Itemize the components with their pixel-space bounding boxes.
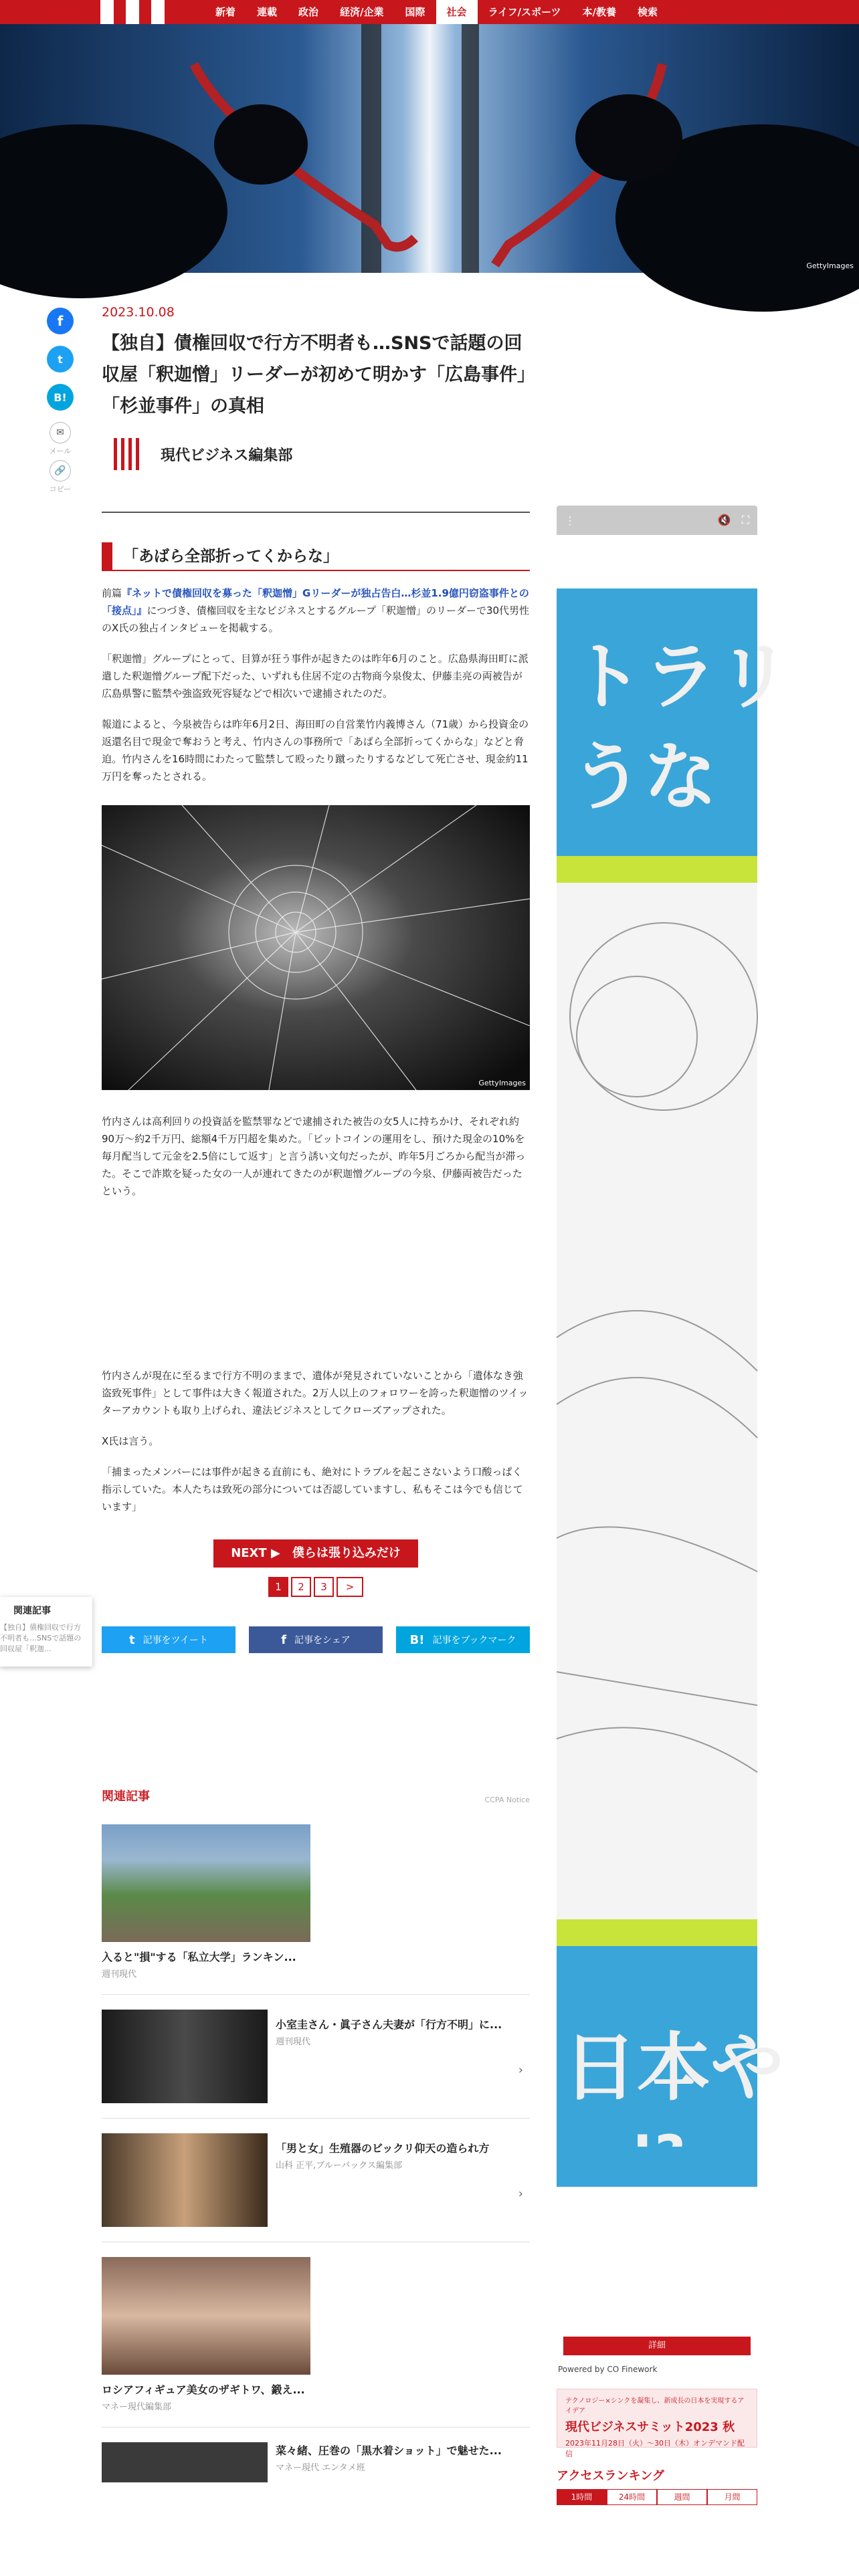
figure-credit: GettyImages xyxy=(478,1079,526,1087)
lead-prefix: 前篇 xyxy=(102,587,122,599)
hatena-icon: B! xyxy=(409,1632,425,1647)
author xyxy=(102,435,530,473)
mute-icon[interactable]: 🔇 xyxy=(717,514,731,526)
related-thumbnail xyxy=(102,2010,268,2103)
lead-paragraph xyxy=(102,584,530,637)
ranking-tab-month[interactable]: 月間 xyxy=(707,2489,757,2505)
related-item[interactable] xyxy=(102,2442,530,2497)
video-player-bar xyxy=(557,506,757,535)
ranking-tab-day[interactable]: 24時間 xyxy=(607,2489,657,2505)
site-logo[interactable] xyxy=(100,0,177,24)
copy-label: コピー xyxy=(49,485,72,494)
hero-image xyxy=(0,24,859,273)
paragraph-3: 竹内さんは高利回りの投資話を監禁罪などで逮捕された被告の女5人に持ちかけ、それぞれ約90万〜約2千万円、総額4千万円超を集めた。「ビットコインの運用をし、預けた現金の10%を毎月配当して元金を2.5倍にして返す」と言う誘い文句だったが、昨年5月ごろから配当が滞った。そこで詐欺を疑った女の一人が連れてきたのが釈迦憎グループの今泉、伊藤両被告だったという。 xyxy=(102,1115,526,1197)
article xyxy=(102,305,530,2512)
summit-date: 2023年11月28日（火）〜30日（木）オンデマンド配信 xyxy=(565,2439,745,2458)
lead-suffix: につづき、債権回収を主なビジネスとするグループ「釈迦憎」のリーダーで30代男性のX氏の独占インタビューを掲載する。 xyxy=(102,605,530,634)
related-item-source: 週刊現代 xyxy=(102,1969,137,1979)
broken-glass-illustration xyxy=(102,805,530,1090)
manga-ad-illustration xyxy=(557,535,791,2321)
article-figure xyxy=(102,805,530,1090)
related-item-title: ロシアフィギュア美女のザギトワ、鍛え... xyxy=(102,2383,305,2396)
related-item-source: マネー現代 エンタメ班 xyxy=(276,2463,365,2473)
ranking-tab-week[interactable]: 週間 xyxy=(657,2489,707,2505)
powered-by: Powered by CO Finework xyxy=(558,2365,658,2374)
nav-item-politics[interactable]: 政治 xyxy=(298,6,319,18)
related-item-title: 菜々緒、圧巻の「黒水着ショット」で魅せた... xyxy=(276,2444,502,2457)
tweet-button[interactable] xyxy=(102,1626,235,1653)
related-item-title: 「男と女」生殖器のビックリ仰天の造られ方 xyxy=(276,2142,490,2155)
nav-item-life-sports[interactable]: ライフ/スポーツ xyxy=(488,6,561,18)
paragraph-6: 「捕まったメンバーには事件が起きる直前にも、絶対にトラブルを起こさないよう口酸っぱく指示していた。本人たちは致死の部分については否認していますし、私もそこは今でも信じています」 xyxy=(102,1466,523,1513)
related-thumbnail xyxy=(102,1824,310,1942)
page-3-button[interactable]: 3 xyxy=(314,1577,334,1597)
facebook-share-icon[interactable]: f xyxy=(47,308,74,334)
nav-item-books[interactable]: 本/教養 xyxy=(582,6,617,18)
next-arrow-button[interactable]: > xyxy=(337,1577,363,1597)
related-item-title: 入ると"損"する「私立大学」ランキン... xyxy=(102,1951,296,1963)
nav-item-new[interactable]: 新着 xyxy=(215,6,236,18)
nav-item-search[interactable]: 検索 xyxy=(638,6,658,18)
paragraph-4: 竹内さんが現在に至るまで行方不明のままで、遺体が発見されていないことから「遺体なき強盗致死事件」として事件は大きく報道された。2万人以上のフォロワーを誇った釈迦憎のツイッターアカウントも取り上げられ、違法ビジネスとしてクローズアップされた。 xyxy=(102,1370,529,1416)
related-item[interactable] xyxy=(102,2010,530,2119)
paragraph-2: 報道によると、今泉被告らは昨年6月2日、海田町の自営業竹内義博さん（71歳）から投資金の返還名目で現金で奪おうと考え、竹内さんの事務所で「あばら全部折ってくからな」などと脅迫。竹内さんを16時間にわたって監禁して殴ったり蹴ったりするなどして死亡させ、現金約11万円を奪ったとされる。 xyxy=(102,718,529,782)
facebook-icon: f xyxy=(281,1632,287,1647)
related-thumbnail xyxy=(102,2257,310,2375)
hatena-bookmark-button[interactable] xyxy=(396,1626,530,1653)
ccpa-notice[interactable]: CCPA Notice xyxy=(484,1796,530,1804)
hero-credit: GettyImages xyxy=(806,261,854,270)
social-share-buttons xyxy=(102,1626,530,1653)
summit-title: 現代ビジネスサミット2023 秋 xyxy=(565,2420,735,2434)
twitter-icon: t xyxy=(129,1632,135,1647)
menu-icon[interactable]: ⋮ xyxy=(565,514,575,527)
share-column xyxy=(45,308,75,494)
nav-items xyxy=(205,0,668,24)
hero-illustration xyxy=(0,24,859,273)
chevron-right-icon: › xyxy=(518,2063,523,2077)
pagination xyxy=(102,1577,530,1597)
divider xyxy=(102,512,530,513)
summit-tagline: テクノロジー×シンクを凝集し、新成長の日本を実現するアイデア xyxy=(565,2397,745,2415)
related-title: 関連記事 xyxy=(102,1790,150,1804)
floating-related-sub: 【独自】債権回収で行方不明者も…SNSで話題の回収屋「釈迦... xyxy=(0,1623,82,1653)
hatena-label: 記事をブックマーク xyxy=(432,1635,516,1646)
svg-text:トラリ: トラリ xyxy=(570,634,791,720)
next-page-button[interactable]: NEXT ▶ 僕らは張り込みだけ xyxy=(213,1539,418,1568)
page-2-button[interactable]: 2 xyxy=(291,1577,311,1597)
ad-detail-button[interactable]: 詳細 xyxy=(563,2337,751,2355)
related-item[interactable] xyxy=(102,2257,530,2428)
facebook-share-button[interactable] xyxy=(249,1626,383,1653)
related-item[interactable] xyxy=(102,1824,530,1995)
floating-related-widget[interactable] xyxy=(0,1597,92,1667)
related-item[interactable] xyxy=(102,2133,530,2242)
ranking-title: アクセスランキング xyxy=(557,2469,664,2483)
chevron-right-icon: › xyxy=(518,2187,523,2201)
related-list xyxy=(102,1824,530,2497)
related-item-source: 山科 正平,ブルーバックス編集部 xyxy=(276,2161,402,2171)
mail-label: メール xyxy=(49,447,72,455)
link-copy-icon[interactable]: 🔗 xyxy=(50,460,71,481)
nav-item-series[interactable]: 連載 xyxy=(257,6,278,18)
mail-icon[interactable]: ✉ xyxy=(50,422,71,443)
fb-label: 記事をシェア xyxy=(294,1635,351,1646)
nav-item-society[interactable]: 社会 xyxy=(436,0,478,24)
related-header xyxy=(102,1787,530,1804)
svg-text:日本や: 日本や xyxy=(563,2025,784,2111)
article-title: 【独自】債権回収で行方不明者も…SNSで話題の回収屋「釈迦憎」リーダーが初めて明かす「広島事件」「杉並事件」の真相 xyxy=(102,333,527,417)
paragraph-1: 「釈迦憎」グループにとって、目算が狂う事件が起きたのは昨年6月のこと。広島県海田町に派遣した釈迦憎グループ配下だった、いずれも住居不定の古物商今泉俊太、伊藤圭亮の両被告が広島県警に監禁や強盗致死容疑などで相次いで逮捕されたのだ。 xyxy=(102,653,529,700)
fullscreen-icon[interactable]: ⛶ xyxy=(741,514,749,526)
ad-space xyxy=(102,1200,530,1354)
author-logo xyxy=(114,438,143,470)
summit-banner[interactable] xyxy=(557,2389,757,2458)
related-item-source: マネー現代編集部 xyxy=(102,2402,172,2412)
floating-related-title: 関連記事 xyxy=(13,1606,51,1616)
twitter-share-icon[interactable]: t xyxy=(47,346,74,372)
related-item-source: 週刊現代 xyxy=(276,2037,311,2047)
ranking-tabs xyxy=(557,2489,757,2505)
previous-article-link[interactable]: 『ネットで債権回収を募った「釈迦憎」Gリーダーが独占告白…杉並1.9億円窃盗事件との「接点」』 xyxy=(102,587,529,617)
related-item-title: 小室圭さん・眞子さん夫妻が「行方不明」に... xyxy=(276,2018,502,2031)
article-date: 2023.10.08 xyxy=(102,305,175,320)
author-name[interactable]: 現代ビジネス編集部 xyxy=(161,447,293,464)
nav-item-economy[interactable]: 経済/企業 xyxy=(340,6,384,18)
page-1-button[interactable]: 1 xyxy=(268,1577,288,1597)
hatena-share-icon[interactable]: B! xyxy=(47,384,74,411)
svg-text:うな: うな xyxy=(570,734,717,820)
related-thumbnail xyxy=(102,2442,268,2482)
paragraph-5: X氏は言う。 xyxy=(102,1435,159,1447)
related-thumbnail xyxy=(102,2133,268,2227)
sidebar-advertisement[interactable] xyxy=(557,535,791,2321)
top-navigation xyxy=(0,0,859,24)
tweet-label: 記事をツイート xyxy=(142,1635,208,1646)
section-heading: 「あばら全部折ってくからな」 xyxy=(102,542,530,571)
sidebar xyxy=(557,506,791,2505)
ranking-tab-hour[interactable]: 1時間 xyxy=(557,2489,607,2505)
nav-item-international[interactable]: 国際 xyxy=(405,6,425,18)
